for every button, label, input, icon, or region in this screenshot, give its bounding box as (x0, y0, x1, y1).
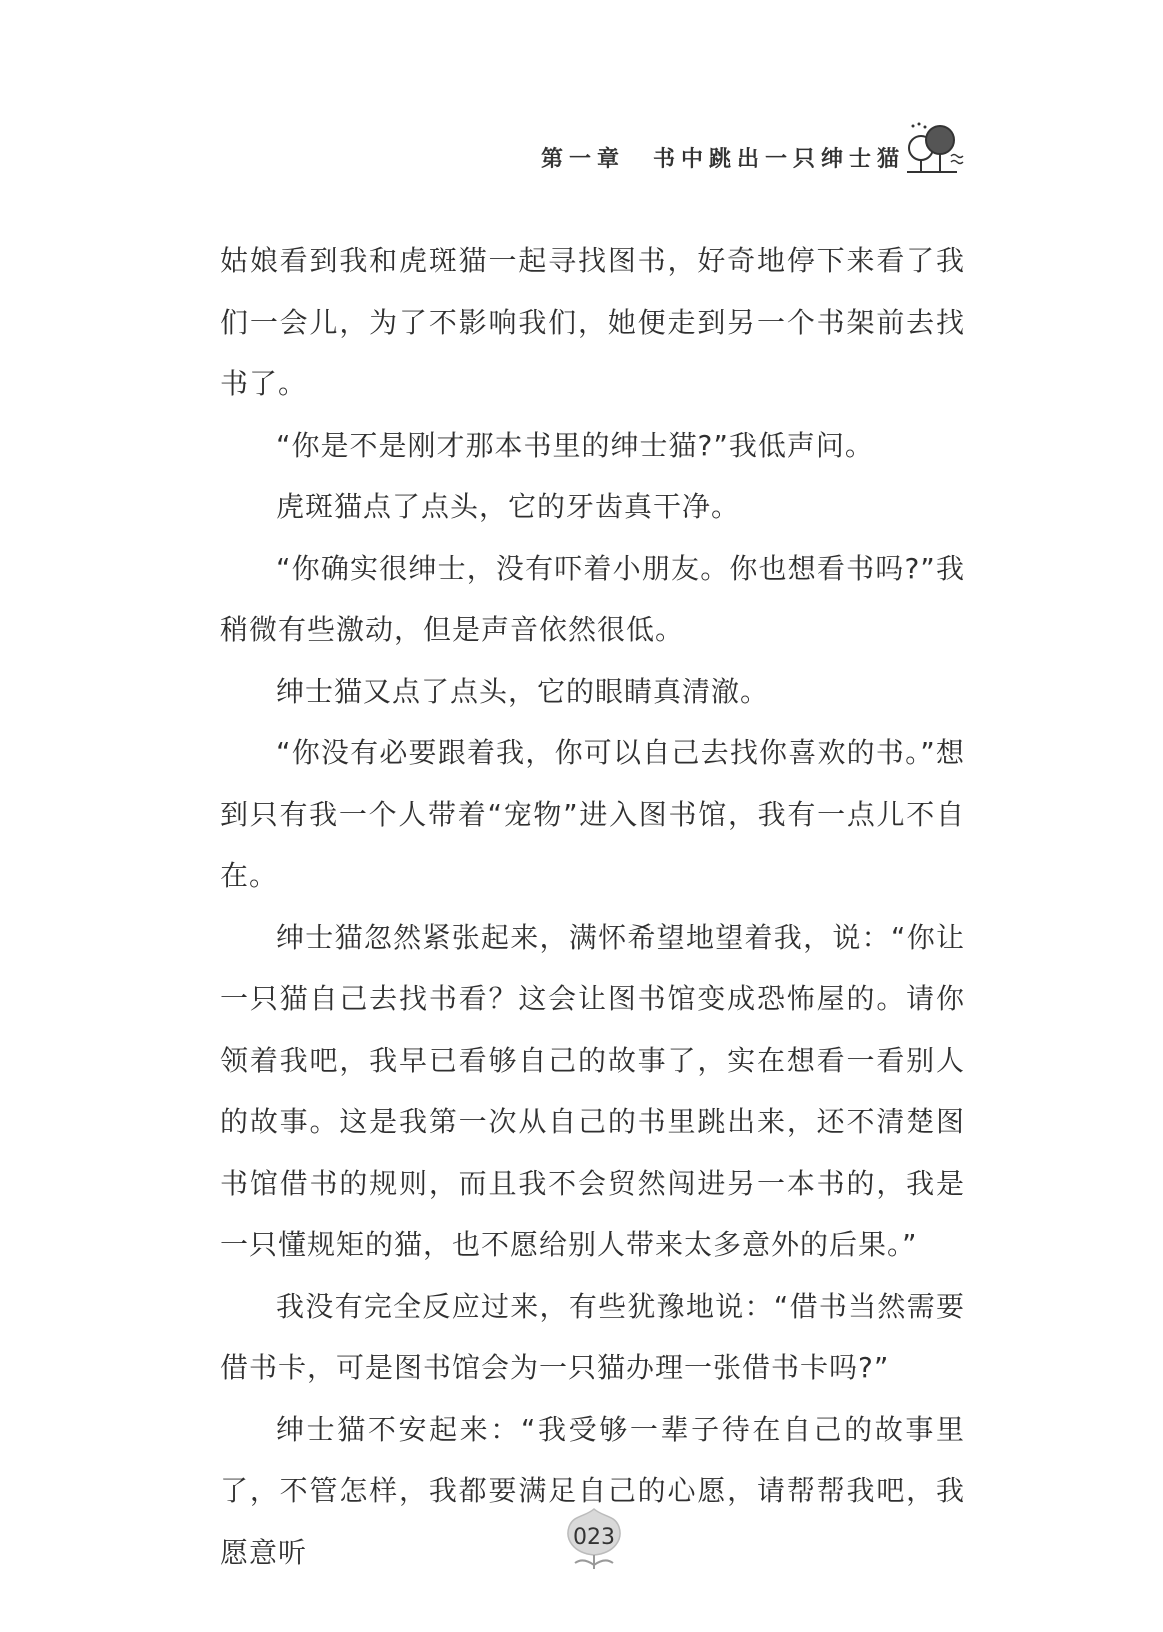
paragraph: 绅士猫又点了点头，它的眼睛真清澈。 (276, 674, 770, 708)
paragraph: 虎斑猫点了点头，它的牙齿真干净。 (276, 490, 741, 523)
paragraph: 我没有完全反应过来，有些犹豫地说：“借书当然需要借书卡，可是图书馆会为一只猫办理一张借书卡吗?” (220, 1289, 965, 1384)
paragraph: 姑娘看到我和虎斑猫一起寻找图书，好奇地停下来看了我们一会儿，为了不影响我们，她便走到另一个书架前去找书了。 (220, 244, 965, 400)
page-number: 023 (573, 1525, 615, 1550)
paragraph: “你是不是刚才那本书里的绅士猫?”我低声问。 (276, 428, 874, 462)
running-header (0, 120, 1163, 180)
paragraph: 绅士猫不安起来：“我受够一辈子待在自己的故事里了，不管怎样，我都要满足自己的心愿，请帮帮我吧，我愿意听 (220, 1412, 965, 1569)
chapter-title: 第一章 书中跳出一只绅士猫 (540, 147, 905, 172)
paragraph: 绅士猫忽然紧张起来，满怀希望地望着我，说：“你让一只猫自己去找书看？这会让图书馆变成恐怖屋的。请你领着我吧，我早已看够自己的故事了，实在想看一看别人的故事。这是我第一次从自己的书里跳出来，还不清楚图书馆借书的规则，而且我不会贸然闯进另一本书的，我是一只懂规矩的猫，也不愿给别人带来太多意外的后果。” (220, 920, 965, 1261)
paragraph: “你确实很绅士，没有吓着小朋友。你也想看书吗?”我稍微有些激动，但是声音依然很低。 (220, 551, 965, 646)
paragraph: “你没有必要跟着我，你可以自己去找你喜欢的书。”想到只有我一个人带着“宠物”进入图书馆，我有一点儿不自在。 (220, 736, 965, 892)
body-text (220, 230, 965, 1583)
tree-icon (907, 120, 967, 180)
page-number-badge (561, 1505, 627, 1571)
